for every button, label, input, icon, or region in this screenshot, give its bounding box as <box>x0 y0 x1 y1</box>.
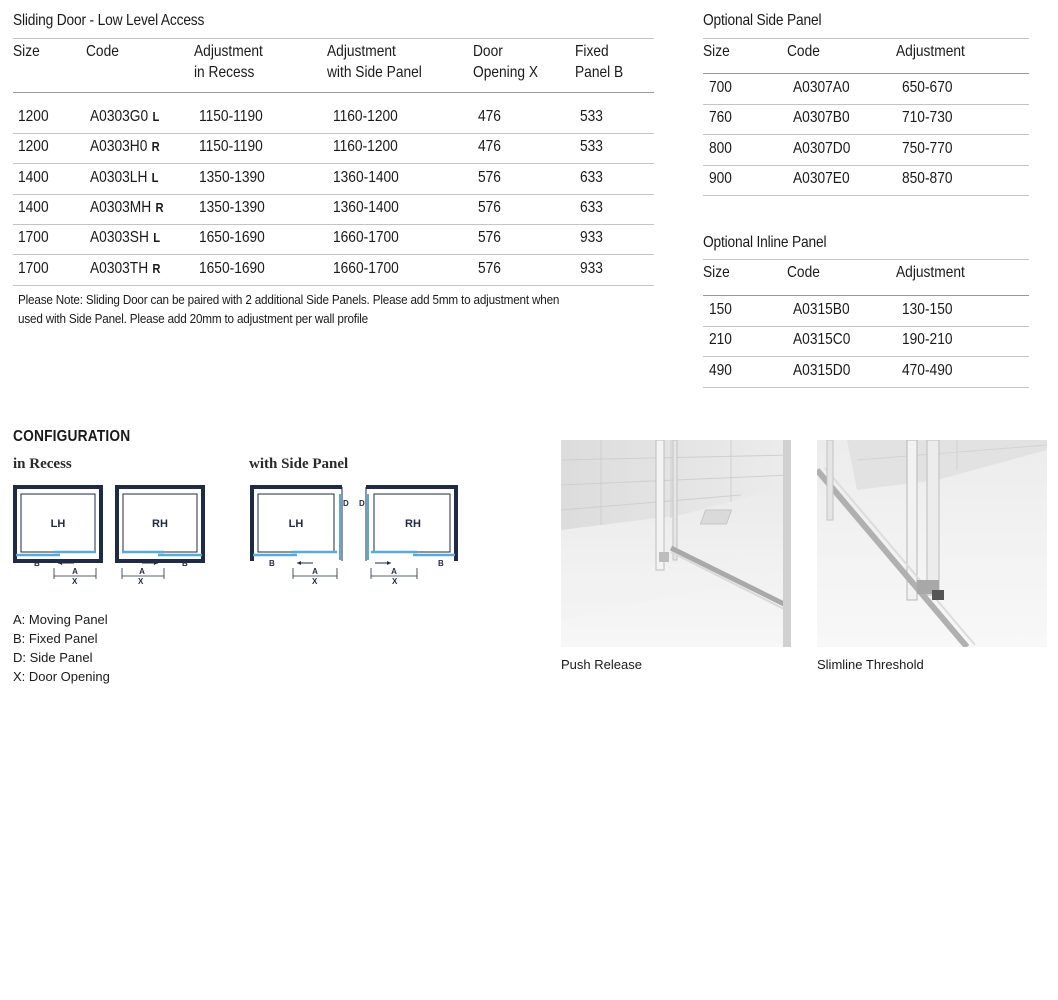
diagram-recess-lh <box>12 484 104 579</box>
legend-item: B: Fixed Panel <box>13 631 98 646</box>
header-adjustment-recess-line1: Adjustment <box>194 43 263 60</box>
adjustment-side-cell: 1160-1200 <box>333 108 398 125</box>
row-divider <box>703 387 1029 388</box>
row-divider <box>703 356 1029 357</box>
hand-suffix: L <box>152 109 160 124</box>
lh-label: LH <box>50 518 66 530</box>
code-cell: A0307E0 <box>793 169 850 187</box>
row-divider <box>13 133 654 134</box>
size-cell: 1700 <box>18 229 49 247</box>
side-panel-title: Optional Side Panel <box>703 12 822 29</box>
row-divider <box>703 104 1029 105</box>
side-panel-header-code: Code <box>787 43 820 60</box>
legend-item: D: Side Panel <box>13 650 93 665</box>
label-x: X <box>138 577 144 586</box>
door-opening-cell: 576 <box>478 168 501 186</box>
rh-label: RH <box>152 518 168 530</box>
label-d: D <box>343 499 349 508</box>
label-a: A <box>312 567 318 576</box>
slimline-threshold-caption: Slimline Threshold <box>817 657 924 672</box>
code-value: A0303LH <box>90 168 148 186</box>
header-fixed-line1: Fixed <box>575 43 609 60</box>
in-recess-label: in Recess <box>13 456 72 472</box>
adjustment-recess-cell: 1650-1690 <box>199 259 265 277</box>
code-value: A0303H0 <box>90 138 148 156</box>
side-panel-header-adjustment: Adjustment <box>896 43 965 60</box>
header-code: Code <box>86 43 119 60</box>
door-opening-cell: 576 <box>478 259 501 277</box>
door-opening-cell: 476 <box>478 138 501 156</box>
note-line-2: used with Side Panel. Please add 20mm to adjustment per wall profile <box>18 311 369 326</box>
row-divider <box>13 194 654 195</box>
label-b: B <box>34 559 40 568</box>
fixed-panel-cell: 633 <box>580 168 603 186</box>
adjustment-side-cell: 1660-1700 <box>333 229 399 247</box>
diagram-side-panel-lh <box>249 484 349 579</box>
size-cell: 900 <box>709 169 732 187</box>
size-cell: 1700 <box>18 259 49 277</box>
adjustment-recess-cell: 1350-1390 <box>199 198 265 216</box>
hand-suffix: R <box>152 260 161 276</box>
code-cell <box>90 108 159 126</box>
inline-panel-title: Optional Inline Panel <box>703 234 827 251</box>
fixed-panel-cell: 633 <box>580 198 603 216</box>
code-cell: A0315C0 <box>793 331 851 349</box>
code-value: A0303G0 <box>90 108 149 125</box>
row-divider <box>703 165 1029 166</box>
legend-item: X: Door Opening <box>13 669 110 684</box>
label-a: A <box>139 567 145 576</box>
code-cell: A0307A0 <box>793 79 850 96</box>
side-panel-header-size: Size <box>703 43 730 60</box>
code-cell <box>90 138 160 156</box>
adjustment-cell: 470-490 <box>902 361 953 379</box>
label-b: B <box>182 559 188 568</box>
size-cell: 490 <box>709 361 732 379</box>
hand-suffix: L <box>151 169 159 185</box>
row-divider <box>13 254 654 255</box>
hand-suffix: R <box>151 139 160 155</box>
diagram-recess-rh <box>114 484 206 579</box>
door-opening-cell: 476 <box>478 108 501 125</box>
code-value: A0303TH <box>90 259 149 277</box>
code-cell: A0315D0 <box>793 361 851 379</box>
header-door-opening <box>473 41 538 83</box>
configuration-legend <box>13 610 110 686</box>
lh-label: LH <box>288 518 304 530</box>
code-cell: A0315B0 <box>793 301 850 318</box>
adjustment-recess-cell: 1150-1190 <box>199 138 263 156</box>
rh-label: RH <box>405 518 421 530</box>
hand-suffix: L <box>153 230 161 246</box>
push-release-image <box>561 440 791 647</box>
door-opening-cell: 576 <box>478 229 501 247</box>
code-value: A0303SH <box>90 229 149 247</box>
label-a: A <box>72 567 78 576</box>
adjustment-side-cell: 1660-1700 <box>333 259 399 277</box>
header-adjustment-side-line1: Adjustment <box>327 43 396 60</box>
label-x: X <box>312 577 318 586</box>
size-cell: 1200 <box>18 138 49 156</box>
diagram-side-panel-rh <box>359 484 461 579</box>
size-cell: 1400 <box>18 168 49 186</box>
header-adjustment-side-panel <box>327 41 422 83</box>
label-d: D <box>359 499 365 508</box>
code-cell: A0307D0 <box>793 139 851 157</box>
configuration-title: CONFIGURATION <box>13 428 131 445</box>
adjustment-cell: 650-670 <box>902 79 953 96</box>
row-divider <box>13 163 654 164</box>
size-cell: 760 <box>709 109 732 127</box>
code-cell <box>90 260 161 278</box>
hand-suffix: R <box>155 199 164 215</box>
header-fixed-line2: Panel B <box>575 64 624 81</box>
header-adjustment-recess-line2: in Recess <box>194 64 255 81</box>
adjustment-cell: 850-870 <box>902 169 953 187</box>
size-cell: 1200 <box>18 108 49 125</box>
note-line-1: Please Note: Sliding Door can be paired with 2 additional Side Panels. Please add 5mm to adjustment when <box>18 292 560 307</box>
inline-panel-header-size: Size <box>703 264 730 281</box>
size-cell: 210 <box>709 331 732 349</box>
size-cell: 1400 <box>18 198 49 216</box>
code-cell <box>90 169 159 187</box>
size-cell: 800 <box>709 139 732 157</box>
inline-panel-header-code: Code <box>787 264 820 281</box>
label-x: X <box>72 577 78 586</box>
adjustment-cell: 130-150 <box>902 301 953 318</box>
row-divider <box>13 285 654 286</box>
label-b: B <box>438 559 444 568</box>
code-cell <box>90 199 164 217</box>
legend-item: A: Moving Panel <box>13 612 108 627</box>
fixed-panel-cell: 533 <box>580 138 603 156</box>
row-divider <box>703 134 1029 135</box>
header-door-line1: Door <box>473 43 503 60</box>
header-door-line2: Opening X <box>473 64 539 81</box>
code-value: A0303MH <box>90 198 152 216</box>
row-divider <box>703 326 1029 327</box>
header-adjustment-recess <box>194 41 263 83</box>
label-a: A <box>391 567 397 576</box>
adjustment-recess-cell: 1150-1190 <box>199 108 263 125</box>
code-cell: A0307B0 <box>793 109 850 127</box>
adjustment-side-cell: 1360-1400 <box>333 198 399 216</box>
row-divider <box>13 224 654 225</box>
adjustment-cell: 710-730 <box>902 109 953 127</box>
fixed-panel-cell: 933 <box>580 259 603 277</box>
header-adjustment-side-line2: with Side Panel <box>327 64 422 81</box>
fixed-panel-cell: 933 <box>580 229 603 247</box>
adjustment-recess-cell: 1350-1390 <box>199 168 265 186</box>
fixed-panel-cell: 533 <box>580 108 603 125</box>
push-release-photo <box>561 440 791 647</box>
with-side-panel-label: with Side Panel <box>249 456 349 472</box>
sliding-door-note <box>18 290 559 328</box>
slimline-threshold-image <box>817 440 1047 647</box>
adjustment-side-cell: 1360-1400 <box>333 168 399 186</box>
slimline-threshold-photo <box>817 440 1047 647</box>
adjustment-cell: 190-210 <box>902 331 953 349</box>
push-release-caption: Push Release <box>561 657 642 672</box>
adjustment-cell: 750-770 <box>902 139 953 157</box>
header-fixed-panel <box>575 41 623 83</box>
row-divider <box>703 195 1029 196</box>
header-size: Size <box>13 43 40 60</box>
size-cell: 700 <box>709 79 732 96</box>
label-b: B <box>269 559 275 568</box>
door-opening-cell: 576 <box>478 198 501 216</box>
adjustment-recess-cell: 1650-1690 <box>199 229 265 247</box>
size-cell: 150 <box>709 301 732 318</box>
label-x: X <box>392 577 398 586</box>
adjustment-side-cell: 1160-1200 <box>333 138 398 156</box>
code-cell <box>90 229 160 247</box>
sliding-door-title: Sliding Door - Low Level Access <box>13 12 205 29</box>
inline-panel-header-adjustment: Adjustment <box>896 264 965 281</box>
